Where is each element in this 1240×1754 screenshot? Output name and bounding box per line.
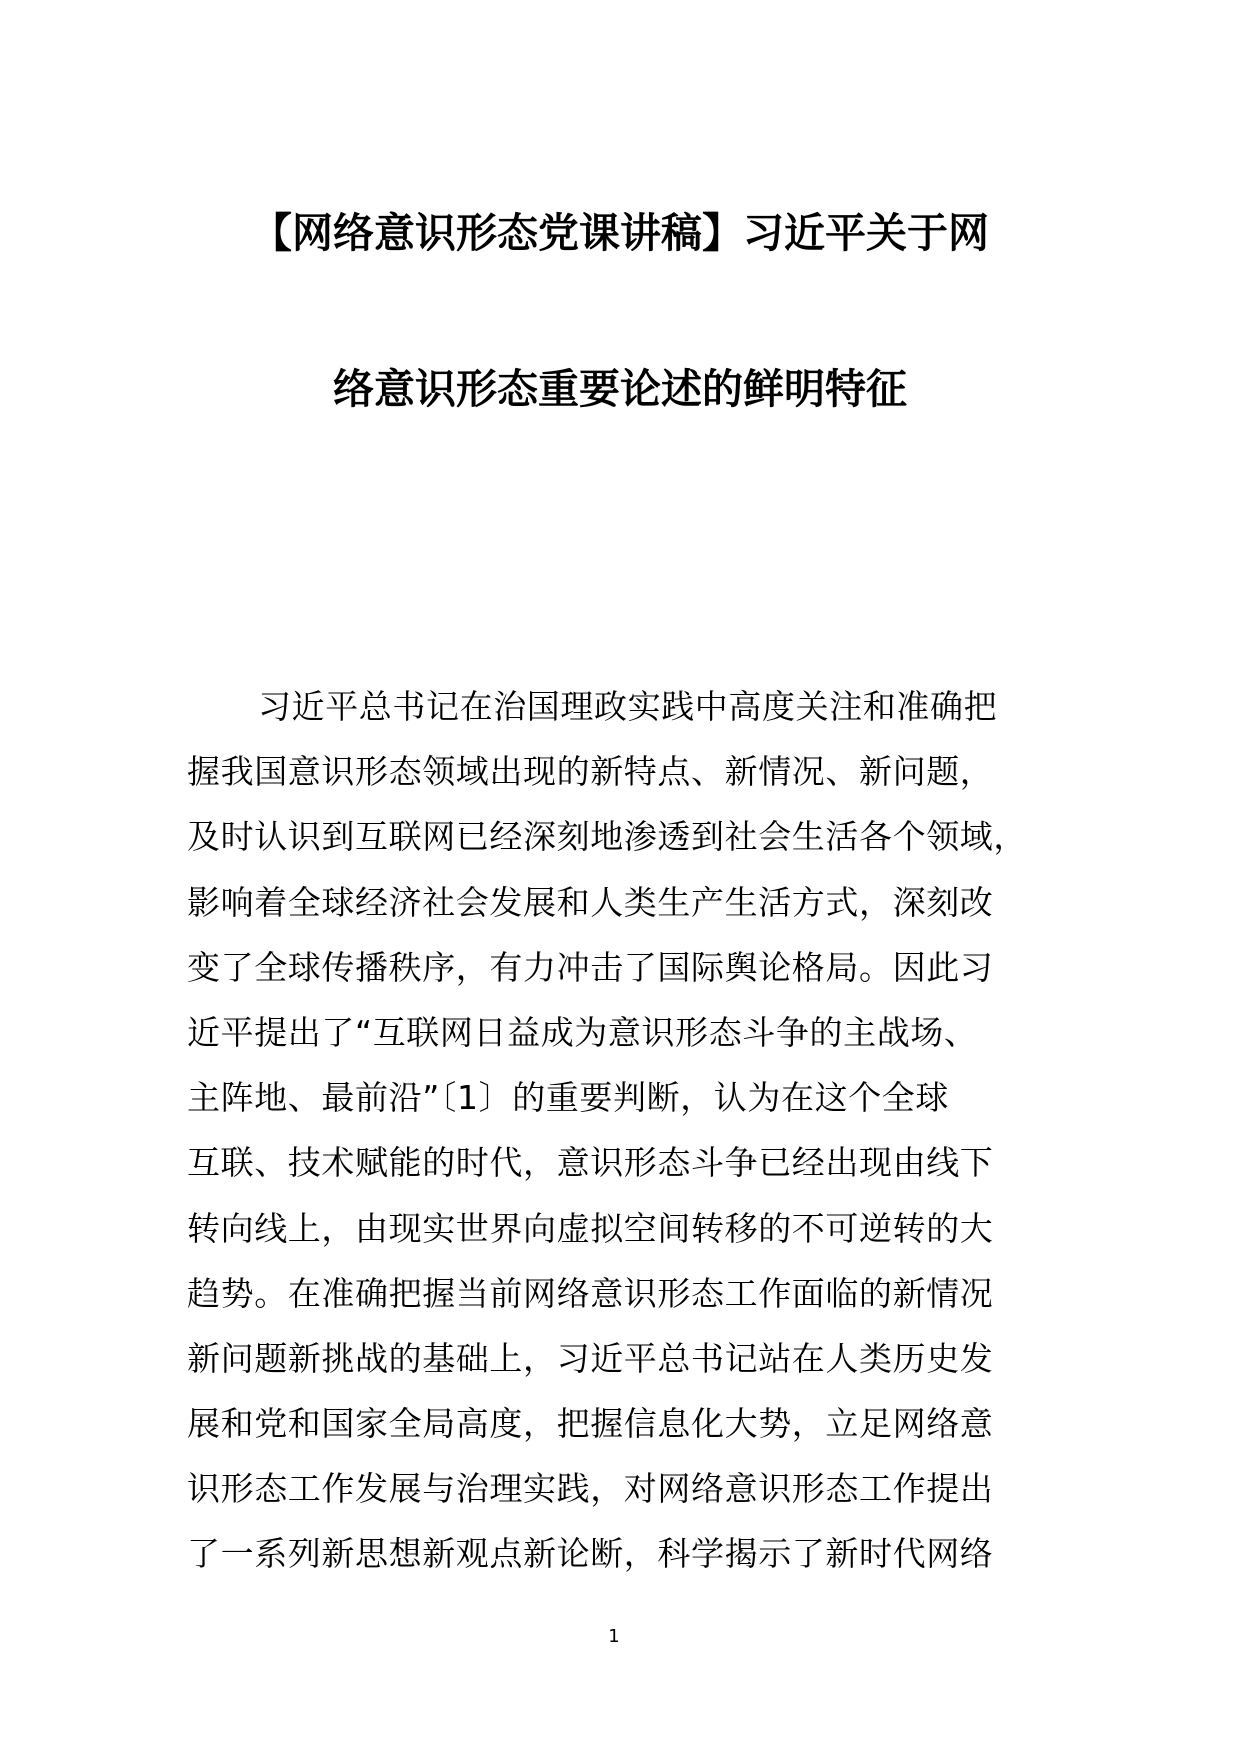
body-line: 及时认识到互联网已经深刻地渗透到社会生活各个领域，: [187, 817, 1027, 857]
body-line: 趋势。在准确把握当前网络意识形态工作面临的新情况: [187, 1273, 994, 1313]
body-line: 握我国意识形态领域出现的新特点、新情况、新问题，: [187, 752, 994, 792]
body-line: 转向线上，由现实世界向虚拟空间转移的不可逆转的大: [187, 1208, 994, 1248]
body-line: 了一系列新思想新观点新论断，科学揭示了新时代网络: [187, 1534, 994, 1574]
body-paragraph: [187, 674, 1087, 1587]
body-line: 识形态工作发展与治理实践，对网络意识形态工作提出: [187, 1469, 994, 1509]
document-title-line-1: 【网络意识形态党课讲稿】习近平关于网: [251, 209, 989, 257]
body-line: 变了全球传播秩序，有力冲击了国际舆论格局。因此习: [187, 947, 994, 987]
body-line: 近平提出了“互联网日益成为意识形态斗争的主战场、: [187, 1012, 978, 1052]
body-line: 习近平总书记在治国理政实践中高度关注和准确把: [258, 687, 998, 726]
body-line: 展和党和国家全局高度，把握信息化大势，立足网络意: [187, 1404, 994, 1444]
body-line: 影响着全球经济社会发展和人类生产生活方式，深刻改: [187, 882, 994, 922]
body-line: 主阵地、最前沿”〔1〕的重要判断，认为在这个全球: [187, 1078, 949, 1118]
body-line: 互联、技术赋能的时代，意识形态斗争已经出现由线下: [187, 1143, 994, 1183]
body-line: 新问题新挑战的基础上，习近平总书记站在人类历史发: [187, 1338, 994, 1378]
page-number: 1: [608, 1626, 620, 1647]
document-title-line-2: 络意识形态重要论述的鲜明特征: [333, 365, 907, 413]
